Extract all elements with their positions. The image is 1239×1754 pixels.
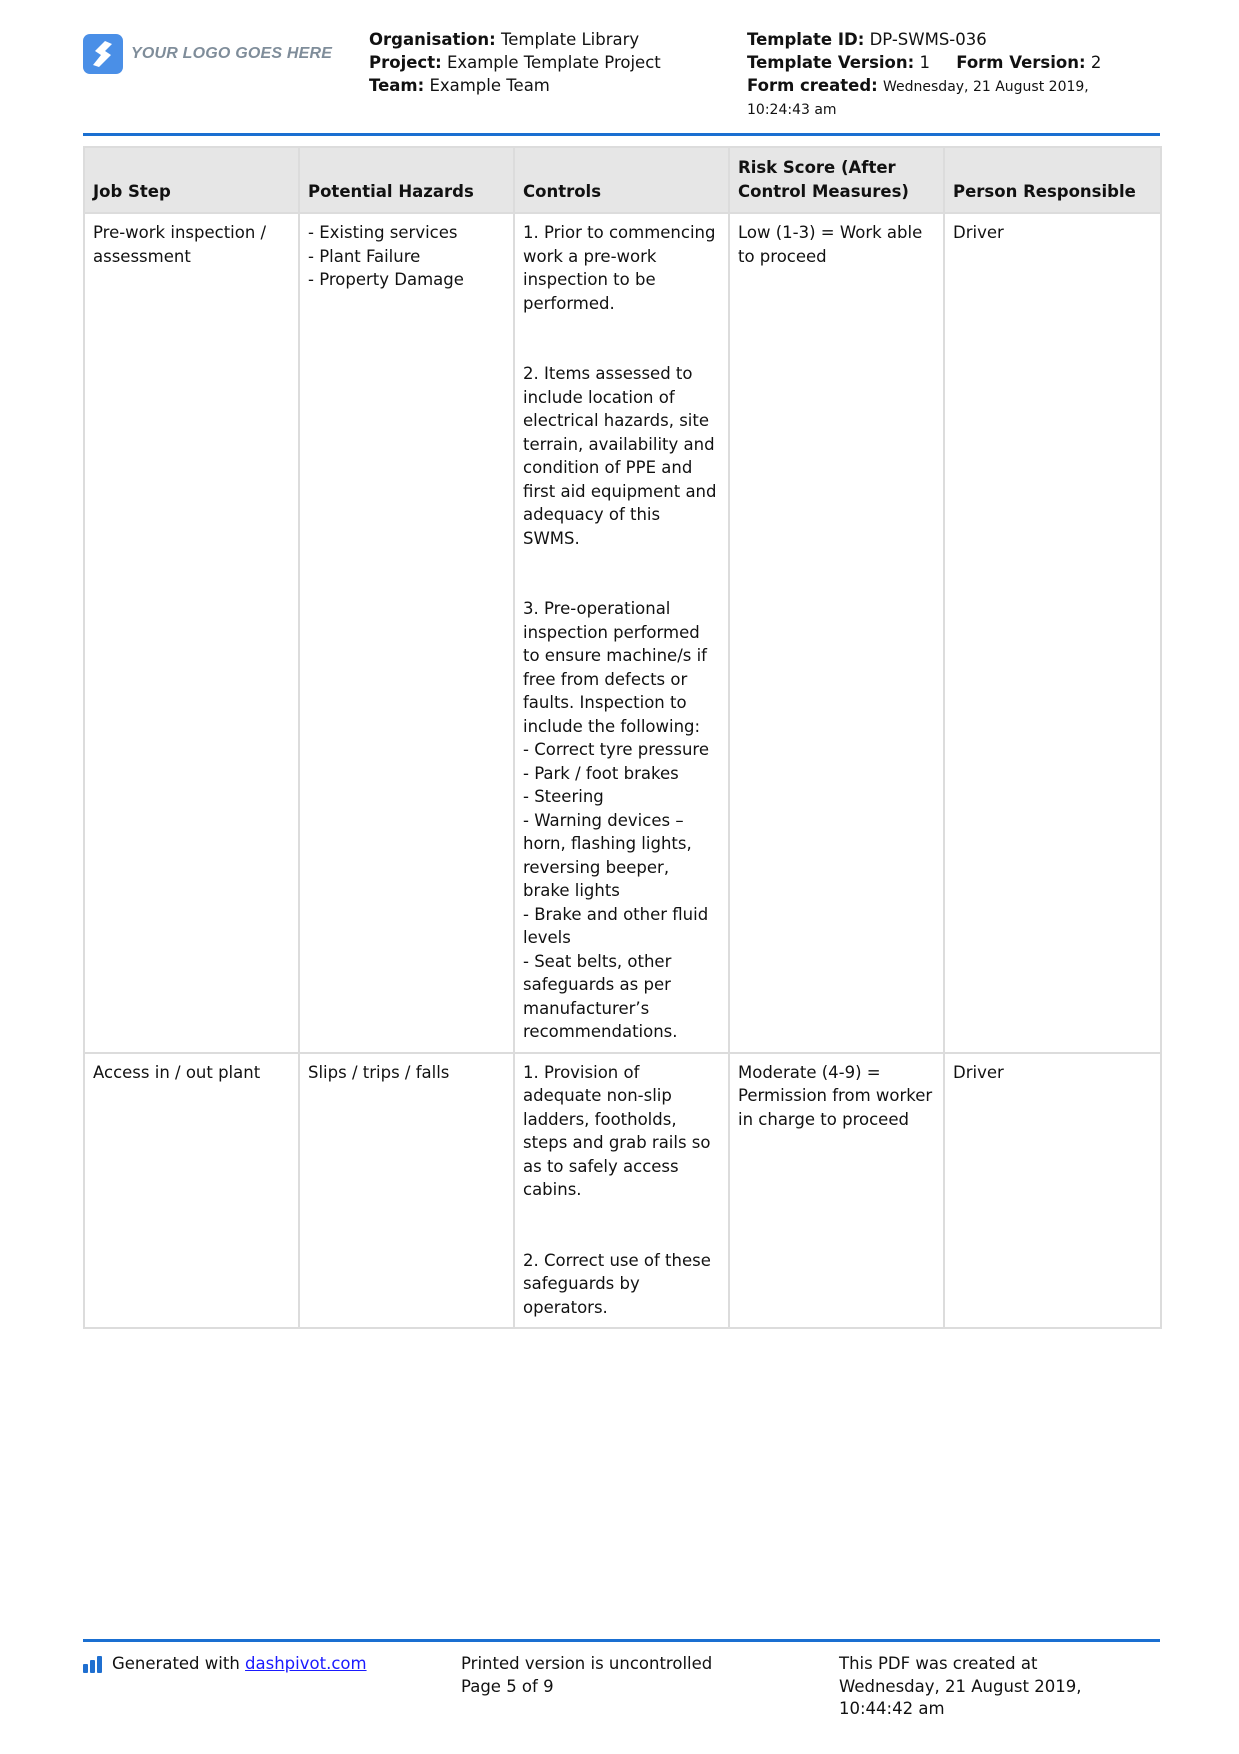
form-created-label: Form created: (747, 76, 878, 95)
form-version-label: Form Version: (956, 53, 1086, 72)
template-version-value: 1 (919, 53, 930, 72)
form-version-value: 2 (1090, 53, 1102, 72)
dashpivot-bars-icon (83, 1655, 104, 1673)
template-details (747, 28, 1101, 122)
swms-table (83, 146, 1162, 1329)
table-header-row (84, 147, 1161, 213)
footer-divider (83, 1639, 1160, 1642)
hazards-cell: - Existing services - Plant Failure - Property Damage (299, 213, 514, 1053)
template-id-label: Template ID: (747, 30, 865, 49)
organisation-label: Organisation: (369, 30, 496, 49)
column-header: Risk Score (After Control Measures) (729, 147, 944, 213)
logo-mark-icon (83, 34, 123, 74)
created-time: 10:44:42 am (839, 1699, 945, 1718)
print-status (461, 1653, 712, 1698)
job-step-cell: Access in / out plant (84, 1053, 299, 1329)
column-header: Potential Hazards (299, 147, 514, 213)
created-date: Wednesday, 21 August 2019, (839, 1676, 1082, 1696)
team-label: Team: (369, 76, 425, 95)
generated-prefix: Generated with (112, 1654, 240, 1673)
controls-cell: 1. Provision of adequate non-slip ladders, footholds, steps and grab rails so as to safely access cabins. 2. Correct use of these safeguards by operators. (514, 1053, 729, 1329)
project-value: Example Template Project (446, 53, 661, 72)
logo-text: YOUR LOGO GOES HERE (131, 45, 333, 62)
dashpivot-link[interactable]: dashpivot.com (245, 1654, 367, 1673)
organisation-value: Template Library (500, 30, 640, 49)
organisation-details (369, 28, 661, 97)
header-divider (83, 133, 1160, 136)
company-logo (83, 34, 332, 74)
person-responsible-cell: Driver (944, 1053, 1161, 1329)
generated-with (83, 1653, 367, 1676)
column-header: Job Step (84, 147, 299, 213)
person-responsible-cell: Driver (944, 213, 1161, 1053)
column-header: Controls (514, 147, 729, 213)
job-step-cell: Pre-work inspection / assessment (84, 213, 299, 1053)
risk-score-cell: Low (1-3) = Work able to proceed (729, 213, 944, 1053)
team-value: Example Team (429, 76, 550, 95)
hazards-cell: Slips / trips / falls (299, 1053, 514, 1329)
created-prefix: This PDF was created at (839, 1654, 1038, 1673)
pdf-created (839, 1653, 1129, 1721)
column-header: Person Responsible (944, 147, 1161, 213)
form-created-value: Wednesday, 21 August 2019, (883, 79, 1089, 95)
table-row (84, 1053, 1161, 1329)
template-version-label: Template Version: (747, 53, 915, 72)
template-id-value: DP-SWMS-036 (869, 30, 987, 49)
uncontrolled-notice: Printed version is uncontrolled (461, 1654, 713, 1673)
risk-score-cell: Moderate (4-9) = Permission from worker in charge to proceed (729, 1053, 944, 1329)
page-number: Page 5 of 9 (461, 1676, 554, 1696)
controls-cell: 1. Prior to commencing work a pre-work inspection to be performed. 2. Items assessed to include location of electrical hazards, site terrain, availability and condition of PPE and first aid equipment and adequacy of this SWMS. 3. Pre-operational inspection performed to ensure machine/s if free from defects or faults. Inspection to include the following: - Correct tyre pressure - Park / foot brakes - Steering - Warning devices – horn, flashing lights, reversing beeper, brake lights - Brake and other fluid levels - Seat belts, other safeguards as per manufacturer’s recommendations. (514, 213, 729, 1053)
document-header (83, 28, 1160, 124)
table-row (84, 213, 1161, 1053)
form-created-time: 10:24:43 am (747, 102, 837, 118)
project-label: Project: (369, 53, 442, 72)
